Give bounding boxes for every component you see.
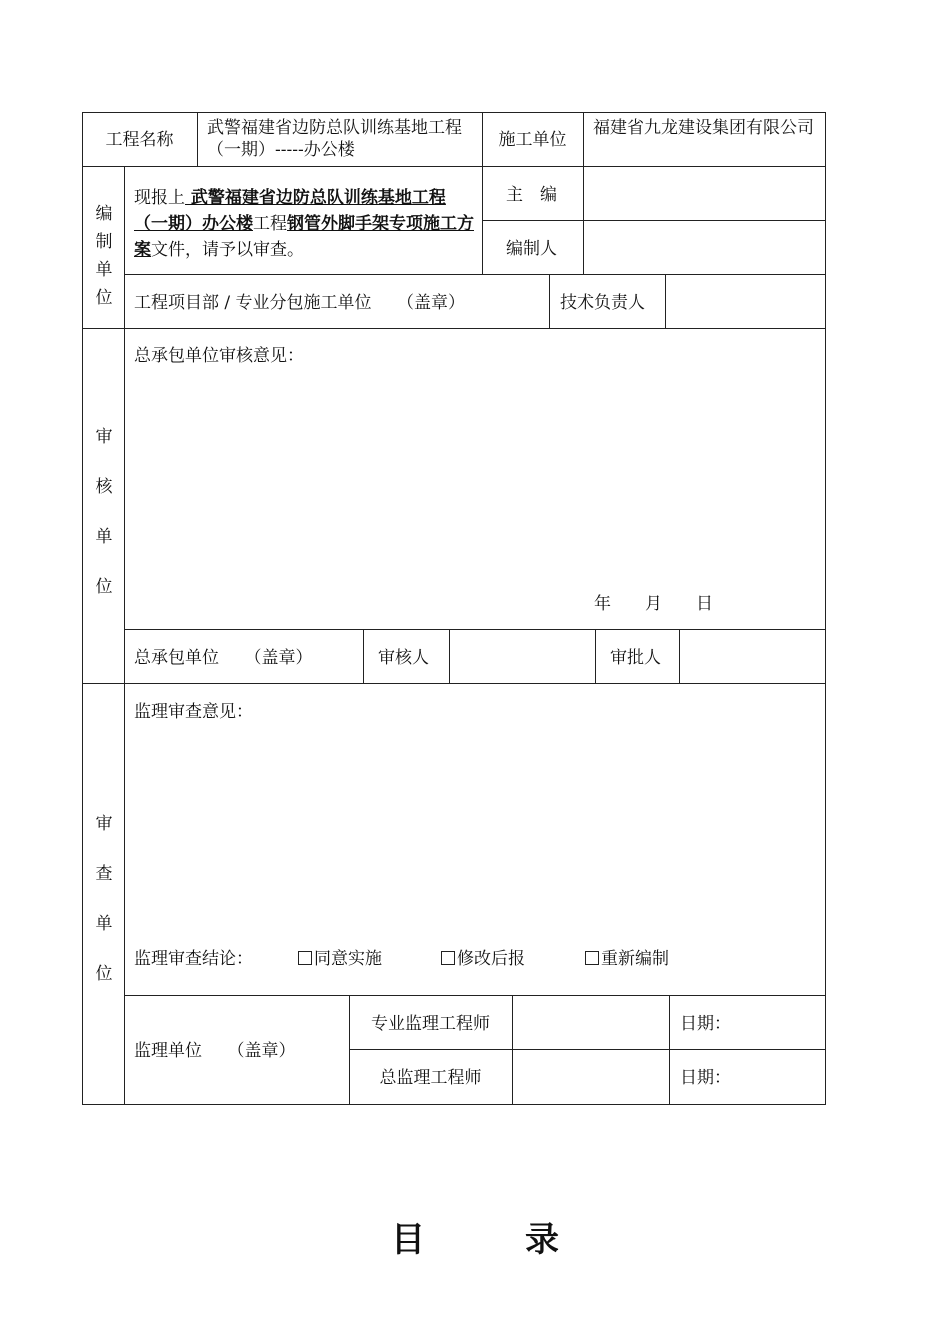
chief-editor-label: 主 编 <box>506 185 557 205</box>
inspect-unit-side-label: 审 查 单 位 <box>95 814 113 984</box>
supervision-stamp-label: 监理单位 （盖章） <box>134 1041 296 1061</box>
submission-document: 钢管外脚手架专项施工方案 <box>134 214 474 260</box>
project-name-label: 工程名称 <box>105 130 174 150</box>
option-approve[interactable]: 同意实施 <box>298 949 382 969</box>
specialist-engineer-label: 专业监理工程师 <box>371 1014 490 1034</box>
review-unit-side-label: 审 核 单 位 <box>95 427 113 597</box>
revise-checkbox[interactable] <box>441 951 455 965</box>
option-revise[interactable]: 修改后报 <box>441 949 525 969</box>
supervision-opinion-label: 监理审查意见： <box>134 702 253 722</box>
date2-label: 日期： <box>680 1068 731 1088</box>
tech-lead-label: 技术负责人 <box>560 293 645 313</box>
submission-text: 现报上 武警福建省边防总队训练基地工程（一期）办公楼工程钢管外脚手架专项施工方案文件，请予以审查。 <box>134 188 474 260</box>
supervision-conclusion-label: 监理审查结论： <box>134 949 253 969</box>
approver-label: 审批人 <box>610 648 661 668</box>
submission-project: 武警福建省边防总队训练基地工程（一期）办公楼 <box>134 188 446 234</box>
project-name-value: 武警福建省边防总队训练基地工程（一期）-----办公楼 <box>207 118 462 160</box>
contractor-value: 福建省九龙建设集团有限公司 <box>593 118 814 138</box>
reviewer-label: 审核人 <box>378 648 429 668</box>
option-redo[interactable]: 重新编制 <box>585 949 669 969</box>
gc-opinion-label: 总承包单位审核意见： <box>134 346 304 366</box>
date1-label: 日期： <box>680 1014 731 1034</box>
approve-checkbox[interactable] <box>298 951 312 965</box>
contractor-label: 施工单位 <box>498 130 567 150</box>
gc-stamp-label: 总承包单位 （盖章） <box>134 648 313 668</box>
dept-stamp-label: 工程项目部 / 专业分包施工单位 （盖章） <box>134 293 466 313</box>
chief-engineer-label: 总监理工程师 <box>379 1068 482 1088</box>
editor-label: 编制人 <box>506 239 557 259</box>
redo-checkbox[interactable] <box>585 951 599 965</box>
review-date-label: 年 月 日 <box>594 594 713 614</box>
compile-unit-side-label: 编 制 单 位 <box>95 204 113 308</box>
contents-title: 目录 <box>391 1220 659 1260</box>
